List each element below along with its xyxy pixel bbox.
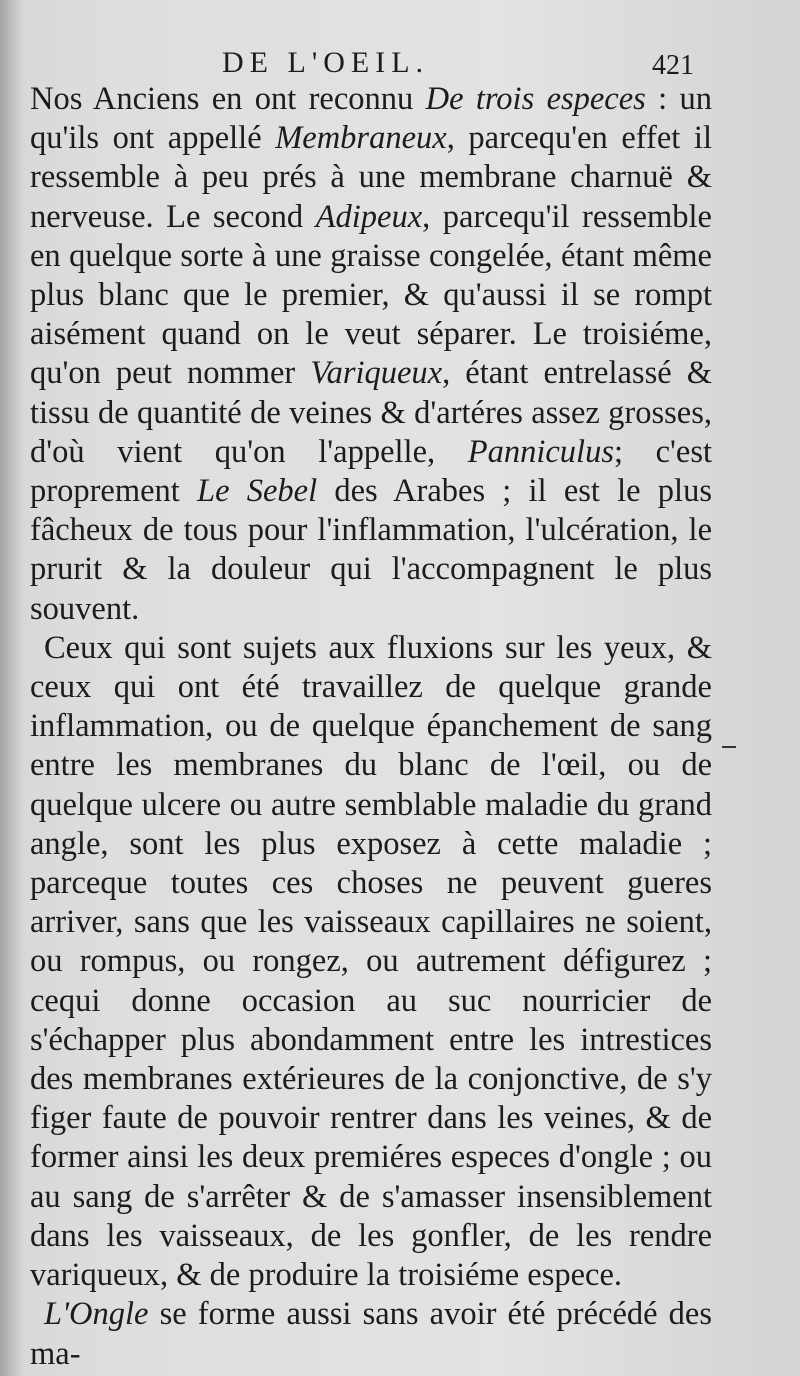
- p1-text-4: , parcequ'il ressemble en quelque sorte à une graisse congelée, étant même plus blanc que le premier, & qu'aussi il se rompt aisément quand on le veut séparer. Le troisiéme, qu'on peut nommer: [30, 198, 712, 392]
- page-header: [0, 44, 800, 84]
- paragraph-1: [30, 80, 712, 629]
- margin-dash-mark: [722, 746, 736, 748]
- p1-text-3: , parcequ'en effet il ressemble à peu prés à une membrane charnuë & nerveuse. Le second: [30, 120, 712, 235]
- p1-italic-variqueux: Variqueux: [310, 355, 443, 392]
- p1-italic-panniculus: Panniculus: [467, 433, 614, 470]
- p3-text: se forme aussi sans avoir été précédé des ma-: [30, 1296, 712, 1372]
- p1-text-2: : un qu'ils ont appellé: [30, 81, 713, 157]
- running-head: DE L'OEIL.: [222, 46, 430, 79]
- paragraph-2: Ceux qui sont sujets aux fluxions sur les yeux, & ceux qui ont été travaillez de quelque grande inflammation, ou de quelque épanchement de sang entre les membranes du blanc de l'œil, ou de quelque ulcere ou autre semblable maladie du grand angle, sont les plus exposez à cette maladie ; parceque toutes ces choses ne peuvent gueres arriver, sans que les vaisseaux capillaires ne soient, ou rompus, ou rongez, ou autrement défigurez ; cequi donne occasion au suc nourricier de s'échapper plus abondamment entre les intrestices des membranes extérieures de la conjonctive, de s'y figer faute de pouvoir rentrer dans les veines, & de former ainsi les deux premiéres especes d'ongle ; ou au sang de s'arrêter & de s'amasser insensiblement dans les vaisseaux, de les gonfler, de les rendre variqueux, & de produire la troisiéme espece.: [30, 629, 712, 1294]
- p1-italic-de-trois-especes: De trois especes: [425, 81, 646, 117]
- p1-italic-membraneux: Membraneux: [275, 120, 447, 157]
- gutter-shadow: [0, 0, 22, 1376]
- paragraph-3: [30, 1295, 712, 1373]
- p1-text-1: Nos Anciens en ont reconnu: [30, 81, 426, 117]
- p1-italic-le-sebel: Le Sebel: [197, 473, 318, 510]
- p1-text-7: des Arabes ; il est le plus fâcheux de tous pour l'inflammation, l'ulcération, le prurit & la douleur qui l'accompagnent le plus souvent.: [30, 473, 712, 627]
- body-text: [30, 80, 712, 1374]
- p3-italic-ongle: L'Ongle: [44, 1296, 149, 1333]
- p1-text-5: , étant entrelassé & tissu de quantité de veines & d'artéres assez grosses, d'où vient qu'on l'appelle,: [30, 355, 712, 470]
- p1-text-6: ; c'est proprement: [30, 433, 712, 510]
- p1-italic-adipeux: Adipeux: [315, 198, 423, 235]
- page-number: 421: [652, 50, 694, 81]
